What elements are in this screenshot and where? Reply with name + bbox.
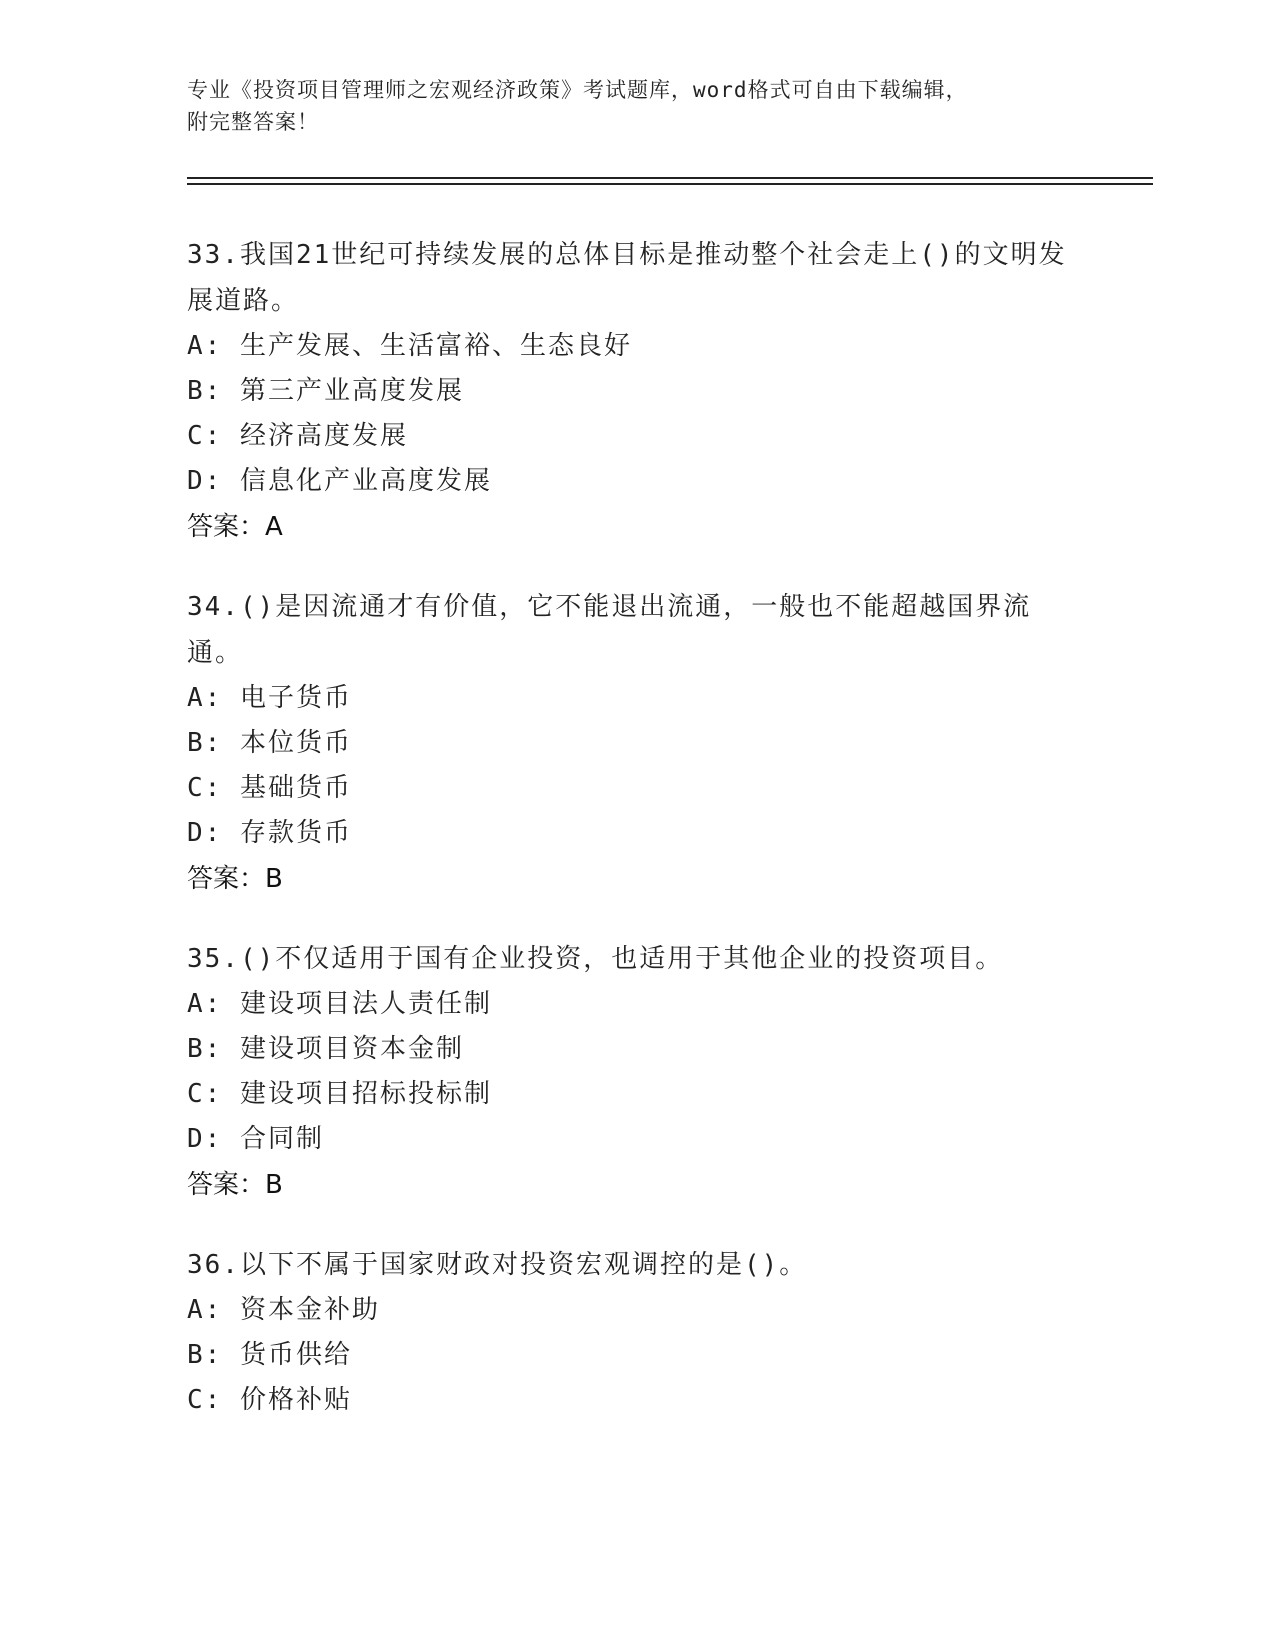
option-c bbox=[187, 414, 1087, 459]
option-b bbox=[187, 1333, 1087, 1378]
answer-label: 答案： bbox=[187, 512, 266, 542]
option-c bbox=[187, 1378, 1087, 1423]
option-label: D: bbox=[187, 1124, 223, 1154]
option-label: C: bbox=[187, 1079, 223, 1109]
option-label: B: bbox=[187, 1340, 223, 1370]
question-stem: 我国21世纪可持续发展的总体目标是推动整个社会走上()的文明发展道路。 bbox=[187, 240, 1067, 316]
option-label: A: bbox=[187, 683, 223, 713]
option-text: 建设项目资本金制 bbox=[239, 1034, 464, 1064]
option-label: D: bbox=[187, 818, 223, 848]
option-b bbox=[187, 369, 1087, 414]
question-number: 35. bbox=[187, 944, 240, 974]
question-stem: 以下不属于国家财政对投资宏观调控的是()。 bbox=[239, 1250, 808, 1280]
option-text: 电子货币 bbox=[239, 683, 352, 713]
option-text: 经济高度发展 bbox=[239, 421, 408, 451]
answer-label: 答案： bbox=[187, 1170, 266, 1200]
answer-value: A bbox=[265, 512, 283, 542]
question-text bbox=[187, 1242, 1087, 1288]
option-label: A: bbox=[187, 989, 223, 1019]
option-d bbox=[187, 811, 1087, 856]
option-a bbox=[187, 676, 1087, 721]
question-list bbox=[187, 232, 1087, 1457]
question-stem: ()是因流通才有价值，它不能退出流通，一般也不能超越国界流通。 bbox=[187, 592, 1032, 668]
option-text: 货币供给 bbox=[239, 1340, 352, 1370]
option-text: 第三产业高度发展 bbox=[239, 376, 464, 406]
option-text: 建设项目法人责任制 bbox=[239, 989, 492, 1019]
question-stem: ()不仅适用于国有企业投资，也适用于其他企业的投资项目。 bbox=[239, 944, 1004, 974]
answer-value: B bbox=[265, 864, 283, 894]
question-text bbox=[187, 232, 1087, 324]
option-label: A: bbox=[187, 1295, 223, 1325]
option-label: C: bbox=[187, 421, 223, 451]
answer-line bbox=[187, 504, 1087, 550]
option-label: C: bbox=[187, 1385, 223, 1415]
option-label: C: bbox=[187, 773, 223, 803]
question-34 bbox=[187, 584, 1087, 902]
option-text: 合同制 bbox=[239, 1124, 324, 1154]
option-d bbox=[187, 1117, 1087, 1162]
option-text: 生产发展、生活富裕、生态良好 bbox=[239, 331, 632, 361]
answer-line bbox=[187, 856, 1087, 902]
document-header bbox=[187, 74, 1067, 138]
option-b bbox=[187, 721, 1087, 766]
answer-label: 答案： bbox=[187, 864, 266, 894]
option-label: A: bbox=[187, 331, 223, 361]
question-number: 36. bbox=[187, 1250, 240, 1280]
option-label: D: bbox=[187, 466, 223, 496]
question-text bbox=[187, 936, 1087, 982]
option-d bbox=[187, 459, 1087, 504]
option-a bbox=[187, 1288, 1087, 1333]
header-line-1: 专业《投资项目管理师之宏观经济政策》考试题库，word格式可自由下载编辑， bbox=[187, 78, 968, 102]
option-label: B: bbox=[187, 1034, 223, 1064]
question-33 bbox=[187, 232, 1087, 550]
option-c bbox=[187, 766, 1087, 811]
question-number: 33. bbox=[187, 240, 240, 270]
option-text: 本位货币 bbox=[239, 728, 352, 758]
answer-value: B bbox=[265, 1170, 283, 1200]
option-text: 基础货币 bbox=[239, 773, 352, 803]
option-b bbox=[187, 1027, 1087, 1072]
option-text: 资本金补助 bbox=[239, 1295, 380, 1325]
option-c bbox=[187, 1072, 1087, 1117]
option-label: B: bbox=[187, 376, 223, 406]
option-label: B: bbox=[187, 728, 223, 758]
header-line-2: 附完整答案！ bbox=[187, 110, 319, 134]
header-divider-top bbox=[187, 177, 1153, 179]
option-text: 价格补贴 bbox=[239, 1385, 352, 1415]
question-text bbox=[187, 584, 1087, 676]
question-35 bbox=[187, 936, 1087, 1208]
option-text: 信息化产业高度发展 bbox=[239, 466, 492, 496]
option-a bbox=[187, 324, 1087, 369]
option-text: 建设项目招标投标制 bbox=[239, 1079, 492, 1109]
option-a bbox=[187, 982, 1087, 1027]
question-number: 34. bbox=[187, 592, 240, 622]
question-36 bbox=[187, 1242, 1087, 1423]
answer-line bbox=[187, 1162, 1087, 1208]
option-text: 存款货币 bbox=[239, 818, 352, 848]
header-divider-bottom bbox=[187, 183, 1153, 185]
